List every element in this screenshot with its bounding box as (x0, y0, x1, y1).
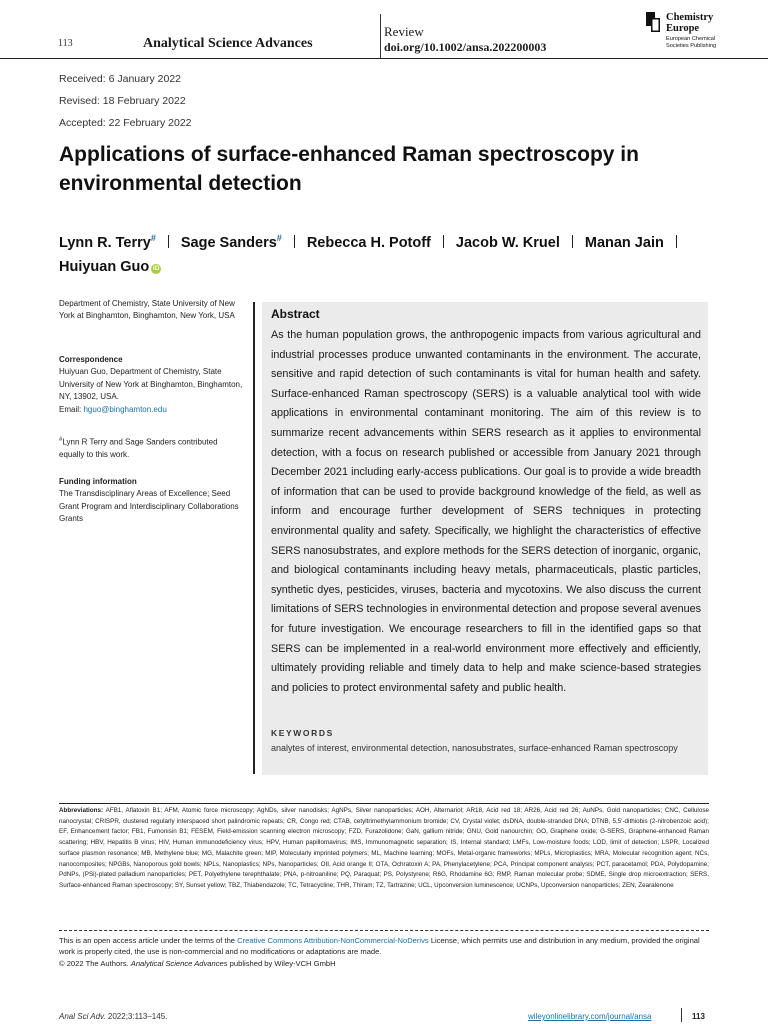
accepted-date: Accepted: 22 February 2022 (59, 117, 192, 129)
author-separator (676, 235, 677, 248)
abbreviations-text: AFB1, Aflatoxin B1; AFM, Atomic force microscopy; AgNDs, silver nanodisks; AgNPs, Silver nanoparticles; AOH, Alternariol; AR18, Acid red 18; AR26, Acid red 26; AuNPs, Gold nanoparticles; CNC, Cellulose nanocrystal; CRISPR, clustered regularly interspaced short palindromic repeats; CR, Congo red; CTAB, cetyltrimethylammonium bromide; CV, Crystal violet; dsDNA, double-stranded DNA; DTNB, 5,5'-dithiobis (2-nitrobenzoic acid); EF, Enhancement factor; FB1, Fumonisin B1; FESEM, Field-emission scanning electron microscopy; FZD, Furazolidone; GaN, gallium nitride; GNU, Gold nanourchin; GO, Graphene oxide; G-SERS, Graphene-enhanced Raman scattering; HBV, Hepatitis B virus; HIV, Human immunodeficiency virus; HPV, Human papillomavirus; IMS, Immunomagnetic separation; IS, Internal standard; LMFs, Low-moisture foods; LOD, limit of detection; LSPR, Localized surface plasmon resonance; MB, Methylene blue; MG, Malachite green; MIP, Molecularly imprinted polymers; ML, Machine learning; MOFs, Metal-organic frameworks; MPLs, Microplastics; MRA, Molecular recognition agent; NCs, nanocomposites; NPGBs, Nanoporous gold bowls; NPLs, Nanoplastics; NPs, Nanoparticles; OII, Acid orange II; OTA, Ochratoxin A; PA, Phenylacetylene; PCA, Principal component analysis; PCT, paracetamol; PDA, Polydopamine; PdNPs, (PSi)-plated palladium nanoparticles; PET, Polyethylene terephthalate; PNA, p-nitroaniline; PQ, Paraquat; PS, Polystyrene; R6G, Rhodamine 6G; RMP, Raman molecular probe; SDME, Single drop microextraction; SERS, Surface-enhanced Raman spectroscopy; SY, Sunset yellow; TBZ, Thiabendazole; TC, Tetracycline; THR, Thiram; TZ, Tartrazine; UCL, Upconversion luminescence; UCNPs, Upconversion nanoparticles; ZEN, Zearalenone (59, 807, 709, 889)
publisher-logo-icon (646, 12, 660, 32)
affiliation: Department of Chemistry, State University of New York at Binghamton, Binghamton, New York, USA (59, 299, 235, 321)
contribution-mark: # (59, 437, 63, 443)
journal-url[interactable]: wileyonlinelibrary.com/journal/ansa (528, 1012, 652, 1021)
header-page-number: 113 (58, 38, 73, 49)
license-rule (59, 930, 709, 931)
author[interactable]: Jacob W. Kruel (455, 234, 560, 251)
abbreviations-label: Abbreviations: (59, 807, 104, 814)
abbreviations-rule (59, 803, 709, 804)
contribution-text: Lynn R Terry and Sage Sanders contributed equally to this work. (59, 437, 218, 460)
license-block (59, 935, 709, 969)
funding-block (59, 476, 245, 526)
copyright-journal: Analytical Science Advances (130, 958, 228, 968)
author-separator (168, 235, 169, 248)
header-divider (380, 14, 381, 58)
doi-link[interactable]: doi.org/10.1002/ansa.202200003 (384, 40, 547, 54)
article-title: Applications of surface-enhanced Raman spectroscopy in environmental detection (59, 143, 639, 195)
abbreviations-block (59, 806, 709, 892)
orcid-icon[interactable]: iD (152, 264, 160, 272)
email-label: Email: (59, 404, 82, 414)
author[interactable]: Lynn R. Terry# (59, 233, 156, 251)
author[interactable]: Rebecca H. Potoff (306, 234, 431, 251)
funding-text: The Transdisciplinary Areas of Excellence; Seed Grant Program and Interdisciplinary Collaborations Grants (59, 489, 239, 524)
abstract-text: As the human population grows, the anthropogenic impacts from various agricultural and industrial processes produce unwanted contaminants in the environment. The accurate, sensitive and rapid detection of such contaminants is vital for human health and safety. Surface-enhanced Raman spectroscopy (SERS) is a valuable analytical tool with wide applications in environmental contaminant monitoring. The aim of this review is to summarize recent advancements within SERS research as it applies to environmental detection, with a focus on research published or accessible from January 2021 through December 2021 including early-access publications. Our goal is to provide a wide breadth of information that can be used to provide background knowledge of the field, as well as inform and encourage further development of SERS techniques in protecting environmental quality and safety. Specifically, we highlight the characteristics of effective SERS nanosubstrates, and explore methods for the SERS detection of inorganic, organic, and biological contaminants including heavy metals, pharmaceuticals, plastic particles, synthetic dyes, pesticides, viruses, bacteria and mycotoxins. We also discuss the current limitations of SERS technologies in environmental detection and propose several avenues for future investigation. We encourage researchers to fill in the identified gaps so that SERS can be implemented in a real-world environment more effectively and efficiently, ultimately providing reliable and timely data to help and make science-based strategies and policies to protect environmental safety and public health. (271, 329, 701, 694)
revised-date: Revised: 18 February 2022 (59, 95, 186, 107)
publisher-logo[interactable] (646, 12, 726, 54)
publisher-subtitle: European Chemical Societies Publishing (666, 36, 717, 49)
author-separator (572, 235, 573, 248)
copyright-post: published by Wiley-VCH GmbH (227, 958, 336, 968)
author-separator (443, 235, 444, 248)
license-text-post: License, which permits use and distribution in any medium, provided the original work is properly cited, the use is non-commercial and no modifications or adaptations are made. (59, 936, 700, 957)
copyright-pre: © 2022 The Authors. (59, 958, 131, 968)
publisher-name-line2: Europe (666, 23, 700, 34)
citation-journal: Anal Sci Adv. (59, 1012, 106, 1021)
author[interactable]: Sage Sanders# (180, 233, 282, 251)
keywords-text: analytes of interest, environmental detection, nanosubstrates, surface-enhanced Raman spectroscopy (271, 743, 678, 753)
license-link[interactable]: Creative Commons Attribution-NonCommercial-NoDerivs (237, 936, 429, 945)
abstract-heading: Abstract (271, 307, 320, 321)
correspondence-text: Huiyuan Guo, Department of Chemistry, State University of New York at Binghamton, Binghamton, NY, 13902, USA. (59, 367, 243, 402)
citation-volume: 2022;3:113–145. (105, 1012, 168, 1021)
footer-page-number: 113 (692, 1012, 705, 1021)
email-link[interactable]: hguo@binghamton.edu (83, 404, 167, 414)
citation (59, 1012, 167, 1021)
funding-label: Funding information (59, 477, 137, 486)
journal-name: Analytical Science Advances (143, 36, 313, 51)
contribution-note (59, 434, 245, 461)
correspondence-label: Correspondence (59, 355, 123, 364)
author-separator (294, 235, 295, 248)
author-list (59, 226, 719, 279)
footer-divider (681, 1008, 682, 1022)
received-date: Received: 6 January 2022 (59, 73, 181, 85)
license-text-pre: This is an open access article under the terms of the (59, 936, 238, 945)
author[interactable]: Huiyuan Guo (59, 258, 150, 275)
keywords-heading: KEYWORDS (271, 728, 334, 738)
header-rule (0, 58, 768, 59)
author[interactable]: Manan Jain (584, 234, 664, 251)
publisher-name-line1: Chemistry (666, 12, 714, 23)
correspondence-block (59, 354, 245, 416)
column-divider (253, 302, 255, 774)
article-type: Review (384, 24, 424, 39)
